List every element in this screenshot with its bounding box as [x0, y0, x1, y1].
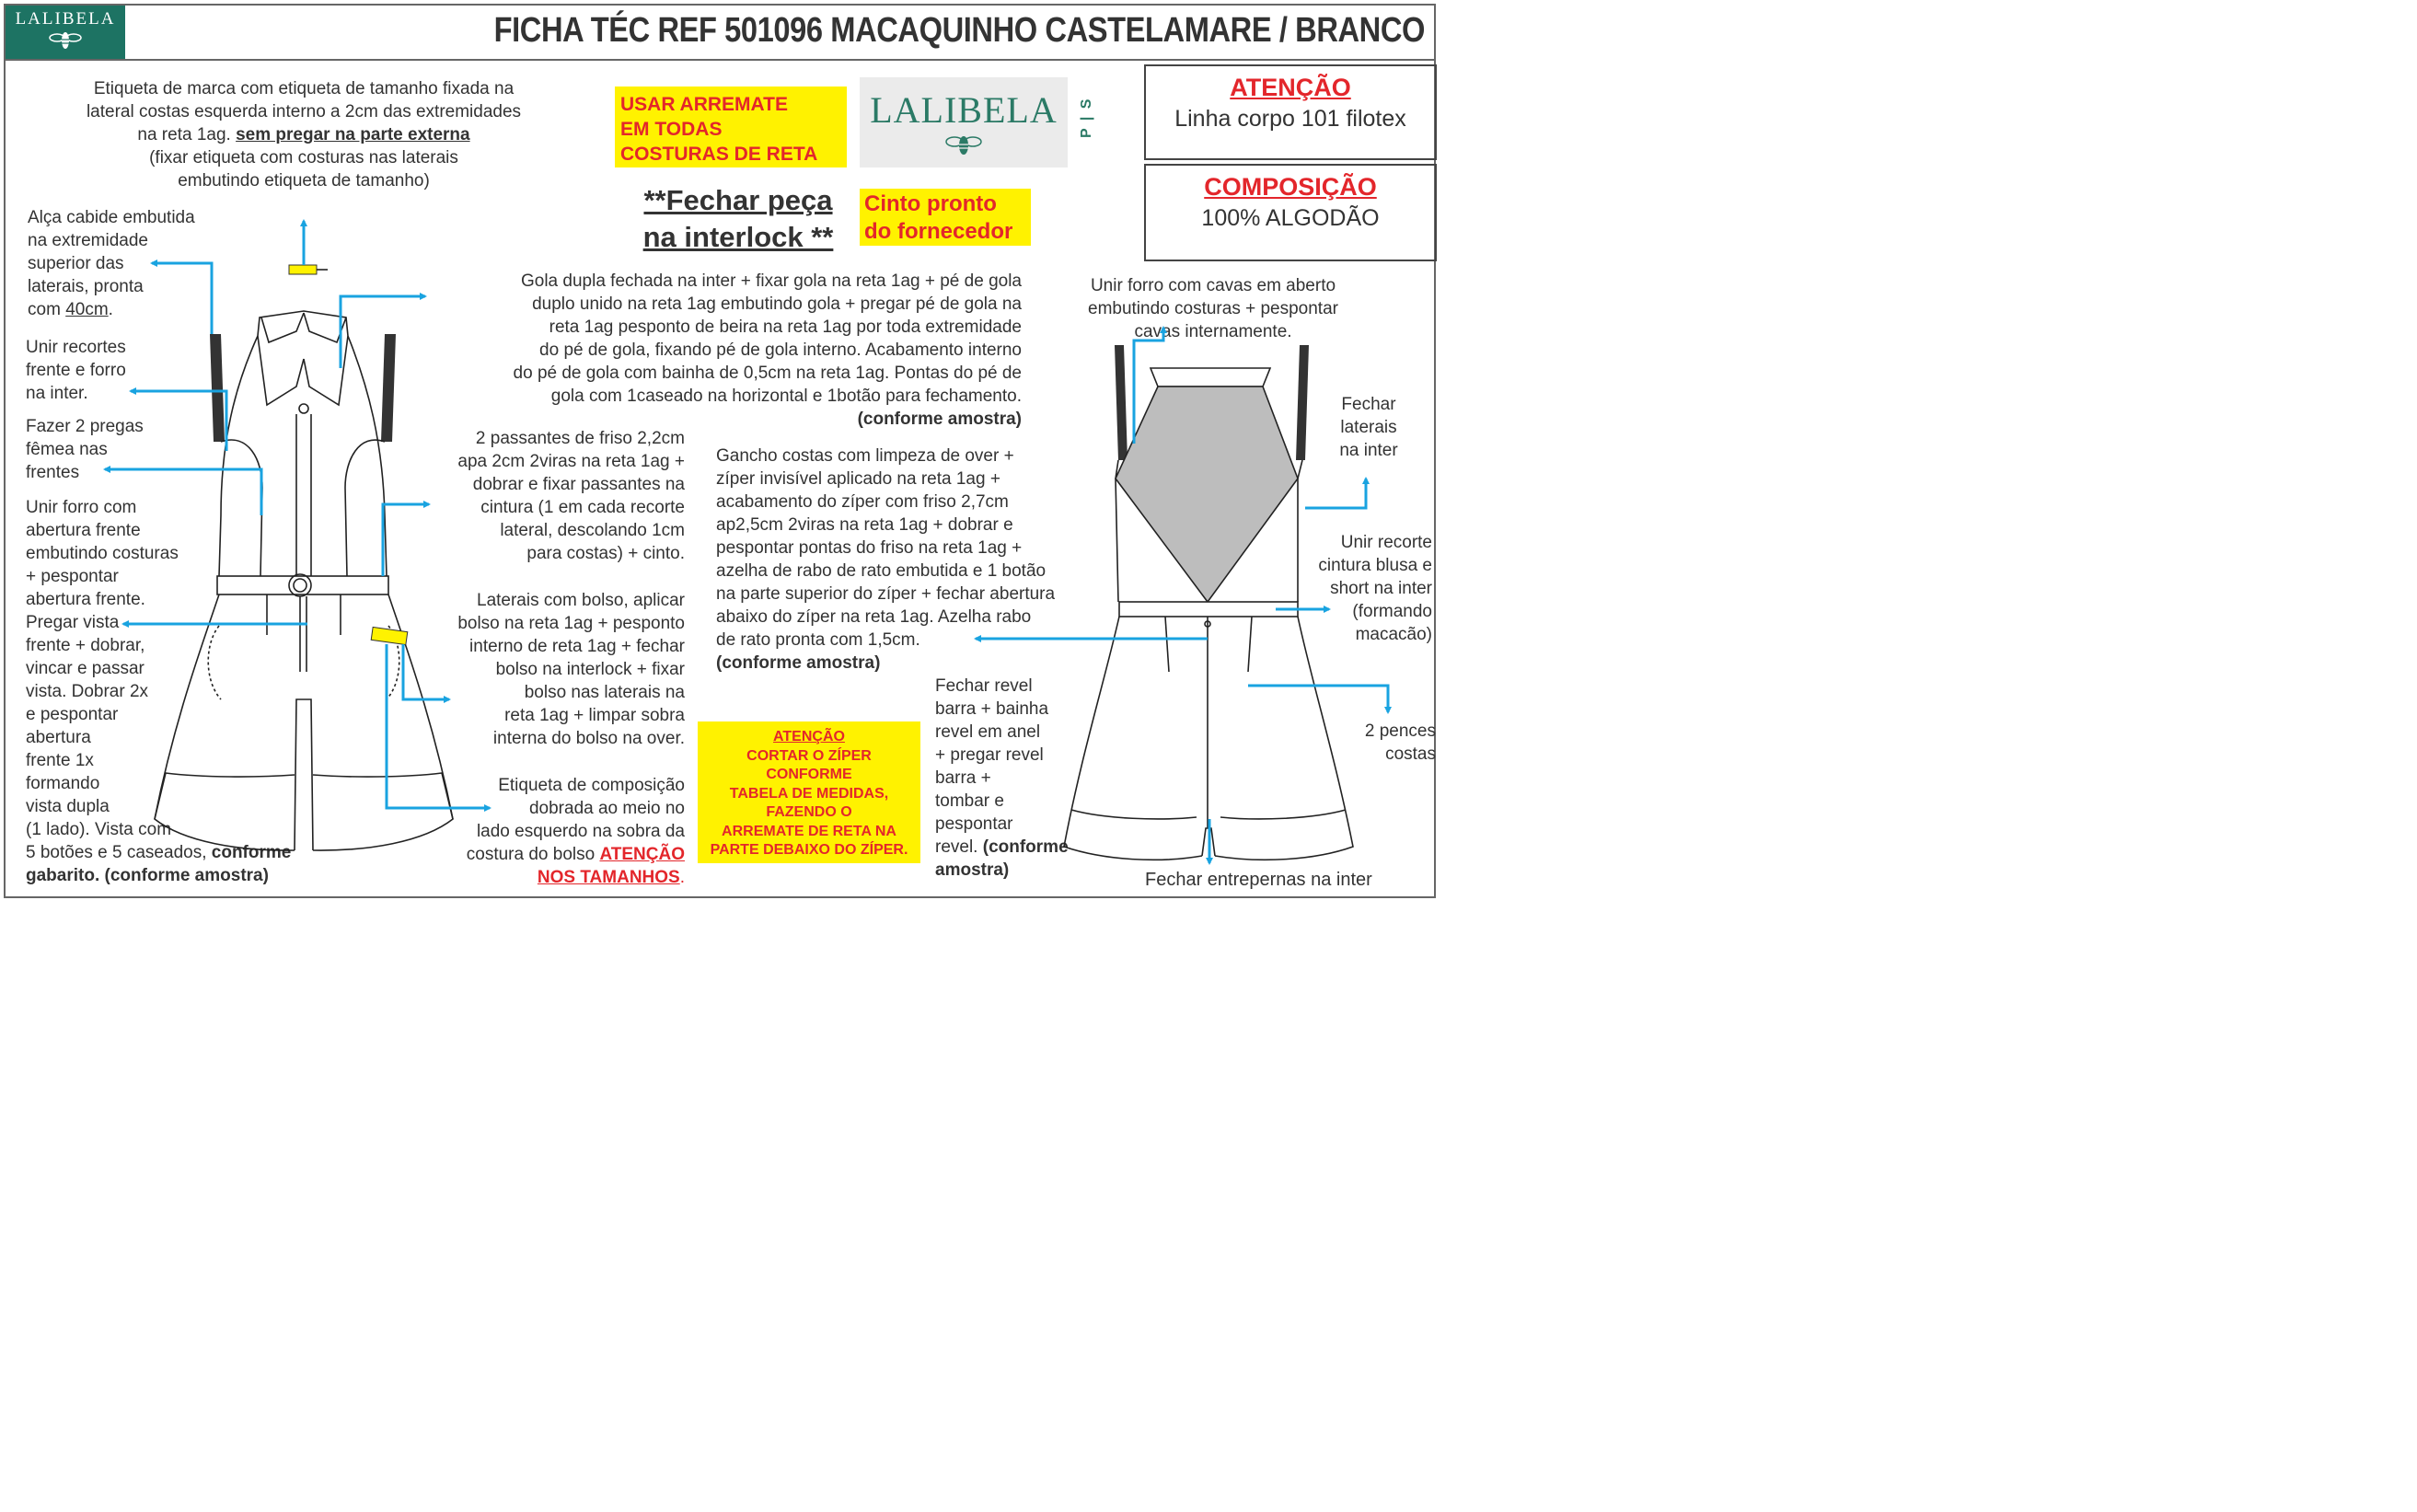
note-line: embutindo costuras	[26, 544, 179, 563]
note-line: Alça cabide embutida	[28, 208, 195, 227]
note-line: tombar e	[935, 791, 1004, 811]
note-text: revel.	[935, 837, 983, 857]
note-line: zíper invisível aplicado na reta 1ag +	[716, 469, 1000, 489]
notice-line: na interlock **	[642, 221, 834, 253]
attention-heading: ATENÇÃO	[1230, 74, 1351, 101]
note-line: acabamento do zíper com friso 2,7cm	[716, 492, 1009, 512]
arrow-unir-recortes	[131, 391, 226, 451]
note-line: lado esquerdo na sobra da	[476, 822, 685, 841]
note-line: 2 passantes de friso 2,2cm	[475, 429, 685, 448]
note-line: de rato pronta com 1,5cm.	[716, 630, 920, 650]
note-line: ap2,5cm 2viras na reta 1ag + dobrar e	[716, 515, 1013, 535]
note-line: reta 1ag + limpar sobra	[504, 706, 685, 725]
composition-value: 100% ALGODÃO	[1201, 205, 1380, 231]
note-line: Fechar revel	[935, 676, 1033, 696]
note-line: reta 1ag pesponto de beira na reta 1ag por toda extremidade	[549, 317, 1022, 337]
note-line: frentes	[26, 463, 80, 482]
note-line: Laterais com bolso, aplicar	[477, 591, 685, 610]
note-text: .	[108, 300, 113, 319]
note-line: (formando	[1352, 602, 1432, 621]
note-line: gabarito. (conforme amostra)	[26, 866, 269, 885]
notice-line: EM TODAS	[620, 119, 723, 140]
note-line: duplo unido na reta 1ag embutindo gola + pregar pé de gola na	[532, 294, 1022, 314]
note-emphasis: sem pregar na parte externa	[236, 125, 470, 144]
note-line: para costas) + cinto.	[526, 544, 685, 563]
notice-line: do fornecedor	[864, 219, 1013, 244]
note-line: lateral, descolando 1cm	[500, 521, 685, 540]
note-line: bolso nas laterais na	[524, 683, 685, 702]
note-line: barra +	[935, 768, 991, 788]
note-line: interno de reta 1ag + fechar	[469, 637, 685, 656]
note-line: Unir forro com cavas em aberto	[1090, 276, 1336, 295]
note-line: vista. Dobrar 2x	[26, 682, 149, 701]
note-line: vincar e passar	[26, 659, 145, 678]
note-line: e pespontar	[26, 705, 119, 724]
notice-line: Cinto pronto	[864, 191, 997, 216]
note-text: costura do bolso	[466, 845, 600, 864]
label-size-mark: P | S	[1079, 97, 1094, 138]
note-line: frente + dobrar,	[26, 636, 145, 655]
note-line: NOS TAMANHOS.	[537, 868, 685, 887]
note-line: na inter.	[26, 384, 88, 403]
note-line: Pregar vista	[26, 613, 120, 632]
note-line: na inter	[1339, 441, 1398, 460]
note-line: Etiqueta de marca com etiqueta de tamanho fixada na	[93, 79, 515, 98]
note-measure: 40cm	[65, 300, 109, 319]
note-line: barra + bainha	[935, 699, 1049, 719]
note-line: abertura	[26, 728, 91, 747]
notice-line: ARREMATE DE RETA NA	[722, 823, 896, 839]
notice-line: **Fechar peça	[643, 184, 833, 216]
note-line: cintura blusa e	[1318, 556, 1432, 575]
note-text: com	[28, 300, 66, 319]
note-line: formando	[26, 774, 100, 793]
note-line: bolso na reta 1ag + pesponto	[457, 614, 685, 633]
note-line: (conforme amostra)	[716, 653, 881, 673]
note-line: Gola dupla fechada na inter + fixar gola na reta 1ag + pé de gola	[520, 271, 1022, 291]
front-view-drawing	[155, 265, 453, 850]
notice-line: CORTAR O ZÍPER	[746, 747, 872, 764]
composition-heading: COMPOSIÇÃO	[1204, 173, 1377, 201]
notice-line: TABELA DE MEDIDAS,	[729, 785, 889, 802]
note-text: 5 botões e 5 caseados,	[26, 843, 212, 862]
note-bold: (conforme	[982, 837, 1069, 857]
note-line: do pé de gola, fixando pé de gola interno. Acabamento interno	[539, 340, 1022, 360]
arrow-gola	[341, 296, 425, 368]
note-line: abertura frente	[26, 521, 141, 540]
note-line: cavas internamente.	[1134, 322, 1292, 341]
note-line: macacão)	[1355, 625, 1432, 644]
note-line: abertura frente.	[26, 590, 145, 609]
notice-line: USAR ARREMATE	[620, 94, 788, 115]
note-line: na parte superior do zíper + fechar abertura	[716, 584, 1056, 604]
note-line: pespontar	[935, 814, 1013, 834]
note-line: embutindo costuras + pespontar	[1088, 299, 1338, 318]
note-line: gola com 1caseado na horizontal e 1botão para fechamento.	[550, 387, 1022, 406]
note-line: abaixo do zíper na reta 1ag. Azelha rabo	[716, 607, 1032, 627]
arrow-pregas	[105, 469, 261, 515]
note-line: dobrar e fixar passantes na	[472, 475, 685, 494]
note-line: do pé de gola com bainha de 0,5cm na reta 1ag. Pontas do pé de	[513, 364, 1022, 383]
brand-logo-text: LALIBELA	[15, 9, 116, 29]
note-entrepernas: Fechar entrepernas na inter	[1145, 870, 1372, 890]
note-line: frente e forro	[26, 361, 126, 380]
note-line: pespontar pontas do friso na reta 1ag +	[716, 538, 1023, 558]
notice-line: COSTURAS DE RETA	[620, 144, 818, 165]
note-line: vista dupla	[26, 797, 110, 816]
note-line: laterais, pronta	[28, 277, 144, 296]
notice-line: FAZENDO O	[766, 804, 852, 820]
note-line: Unir recortes	[26, 338, 126, 357]
note-line: Etiqueta de composição	[498, 776, 685, 795]
note-text: na reta 1ag.	[137, 125, 237, 144]
notice-line: ATENÇÃO	[773, 729, 845, 744]
note-line: + pregar revel	[935, 745, 1044, 765]
note-line: Fechar	[1341, 395, 1396, 414]
note-line: dobrada ao meio no	[528, 799, 685, 818]
label-logo-text: LALIBELA	[870, 89, 1058, 131]
note-warning: ATENÇÃO	[599, 845, 685, 864]
arrow-passantes	[383, 504, 429, 576]
note-line: na extremidade	[28, 231, 148, 250]
note-line: short na inter	[1330, 579, 1432, 598]
note-line: frente 1x	[26, 751, 94, 770]
note-line: bolso na interlock + fixar	[495, 660, 685, 679]
note-line: embutindo etiqueta de tamanho)	[178, 171, 430, 190]
note-line: cintura (1 em cada recorte	[480, 498, 685, 517]
note-line: fêmea nas	[26, 440, 108, 459]
note-line: (1 lado). Vista com	[26, 820, 172, 839]
back-view-drawing	[1064, 345, 1353, 860]
arrow-bolso	[403, 644, 449, 699]
arrow-alca	[152, 263, 212, 334]
note-line: Fazer 2 pregas	[26, 417, 144, 436]
note-line: costas	[1385, 744, 1436, 764]
garment-drawings	[0, 0, 1443, 903]
note-line: lateral costas esquerda interno a 2cm das extremidades	[86, 102, 522, 121]
note-line: 2 pences	[1364, 721, 1436, 741]
note-line: Unir forro com	[26, 498, 137, 517]
note-line: laterais	[1340, 418, 1397, 437]
note-bold: conforme	[211, 843, 292, 862]
note-warning: NOS TAMANHOS	[537, 868, 680, 887]
notice-line: PARTE DEBAIXO DO ZÍPER.	[710, 842, 908, 858]
note-line: revel em anel	[935, 722, 1041, 742]
note-line: Unir recorte	[1340, 533, 1432, 552]
attention-value: Linha corpo 101 filotex	[1174, 106, 1406, 132]
notice-line: CONFORME	[766, 767, 852, 782]
note-line: apa 2cm 2viras na reta 1ag +	[457, 452, 685, 471]
note-line: interna do bolso na over.	[492, 729, 685, 748]
note-line: (fixar etiqueta com costuras nas laterais	[149, 148, 458, 167]
page-title: FICHA TÉC REF 501096 MACAQUINHO CASTELAMARE / BRANCO	[493, 11, 1425, 50]
note-line: amostra)	[935, 860, 1010, 880]
note-line: + pespontar	[26, 567, 119, 586]
note-line: (conforme amostra)	[857, 410, 1022, 429]
note-line: superior das	[28, 254, 124, 273]
note-line: Gancho costas com limpeza de over +	[716, 446, 1014, 466]
arrow-fechar-laterais	[1305, 479, 1366, 508]
note-line: azelha de rabo de rato embutida e 1 botão	[716, 561, 1047, 581]
tech-sheet	[0, 0, 1443, 903]
